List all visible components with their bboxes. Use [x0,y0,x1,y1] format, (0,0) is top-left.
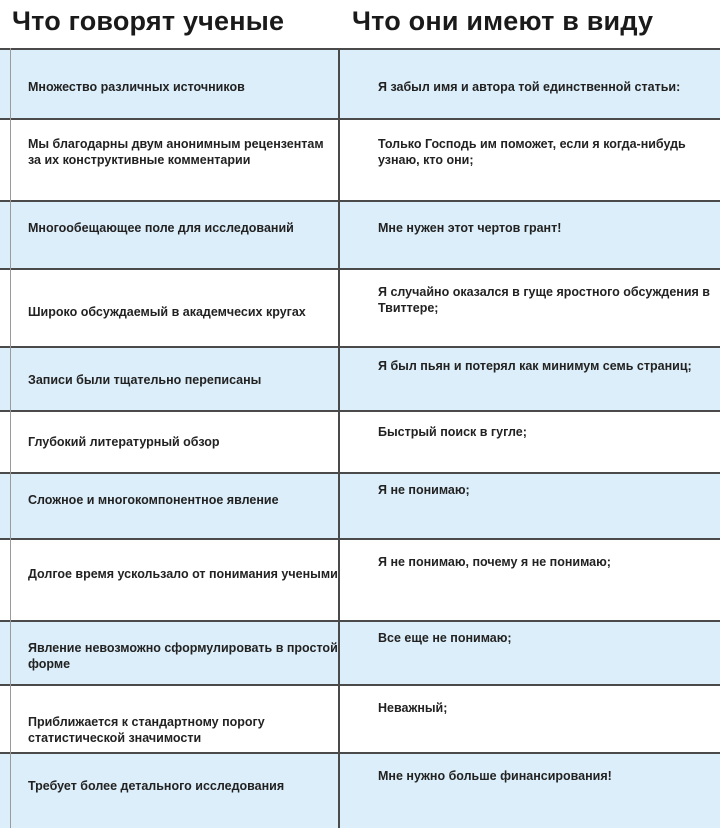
row-mean-text: Я не понимаю, почему я не понимаю; [378,555,611,569]
row-say-text: Записи были тщательно переписаны [28,373,262,387]
row-say-text: Широко обсуждаемый в академчесих кругах [28,305,306,319]
table-row [0,620,720,684]
row-say-text: Мы благодарны двум анонимным рецензентам за их конструктивные комментарии [28,137,324,167]
row-mean-text: Все еще не понимаю; [378,631,512,645]
row-say-text: Требует более детального исследования [28,779,285,793]
row-mean-text: Мне нужен этот чертов грант! [378,221,562,235]
table-row [0,538,720,620]
row-say-text: Сложное и многокомпонентное явление [28,493,279,507]
header-what-they-mean: Что они имеют в виду [352,6,654,36]
table-row [0,410,720,472]
table-row [0,752,720,828]
row-mean-text: Быстрый поиск в гугле; [378,425,527,439]
table-row [0,684,720,752]
table-row [0,268,720,346]
row-mean-text: Только Господь им поможет, если я когда-нибудь узнаю, кто они; [378,137,686,167]
row-mean-text: Я был пьян и потерял как минимум семь страниц; [378,359,692,373]
header-what-scientists-say: Что говорят ученые [12,6,285,36]
table-header [0,0,720,48]
table-row [0,472,720,538]
comparison-table [0,48,720,828]
row-say-text: Глубокий литературный обзор [28,435,220,449]
row-mean-text: Мне нужно больше финансирования! [378,769,612,783]
table-row [0,118,720,200]
row-say-text: Долгое время ускользало от понимания учеными [28,567,338,581]
table-row [0,200,720,268]
column-divider [338,48,340,828]
row-say-text: Многообещающее поле для исследований [28,221,294,235]
row-mean-text: Я забыл имя и автора той единственной статьи: [378,80,681,94]
row-say-text: Приближается к стандартному порогу статистической значимости [28,715,265,745]
table-row [0,48,720,118]
row-mean-text: Неважный; [378,701,448,715]
row-mean-text: Я случайно оказался в гуще яростного обсуждения в Твиттере; [378,285,710,315]
row-say-text: Множество различных источников [28,80,245,94]
table-row [0,346,720,410]
row-mean-text: Я не понимаю; [378,483,470,497]
table-left-edge [10,48,11,828]
row-say-text: Явление невозможно сформулировать в простой форме [28,641,338,671]
